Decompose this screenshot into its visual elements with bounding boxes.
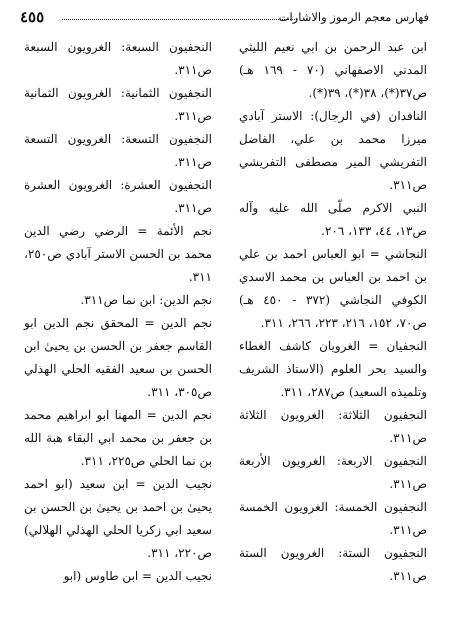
index-entry: النجفيون الستة: الغرويون الستة ص٣١١. [239,546,427,583]
index-entry: النجفيون الخمسة: الغرويون الخمسة ص٣١١. [239,500,427,537]
index-entry: النجفيون التسعة: الغرويون التسعة ص٣١١. [24,132,212,169]
index-entry: النجفيون الثمانية: الغرويون الثمانية ص٣١١. [24,86,212,123]
right-column [239,36,427,588]
page-header [20,8,429,30]
index-entry: النجفيون السبعة: الغرويون السبعة ص٣١١. [24,40,212,77]
index-entry: نجيب الدين = ابن طاوس (ابو [63,569,212,583]
index-entry: نجم الدين: ابن نما ص٣١١. [80,293,212,307]
index-entry: نجم الأئمة = الرضي رضي الدين محمد بن الحسن الاستر آبادي ص٢٥٠، ٣١١. [24,224,212,284]
index-entry: النبي الاكرم صلّى الله عليه وآله ص١٣، ٤٤، ١٣٣، ٢٠٦. [239,201,427,238]
index-entry: نجم الدين = المحقق نجم الدين ابو القاسم جعفر بن الحسن بن يحيىٰ ابن الحسن بن سعيد الفقيه الحلي الهذلي ص٣٠٥، ٣١١. [24,316,212,399]
index-entry: النجاشي = ابو العباس احمد بن علي بن احمد بن العباس بن محمد الاسدي الكوفي النجاشي (٣٧٢ - ٤٥٠ هـ) ص٧٠، ١٥٢، ٢١٦، ٢٢٣، ٢٦٦، ٣١١. [239,247,428,330]
index-entry: النجفيون العشرة: الغرويون العشرة ص٣١١. [24,178,212,215]
index-entry: النافدان (في الرجال): الاستر آبادي ميرزا محمد بن علي، الفاضل التفريشي المير مصطفى التفريشي ص٣١١. [239,109,427,192]
index-entry: نجيب الدين = ابن سعيد (ابو احمد يحيىٰ بن احمد بن يحيىٰ بن الحسن بن سعيد ابي زكريا الحلي الهذلي الهلالي) ص٢٢٠، ٣١١. [24,477,212,560]
index-entry: النجفيون الثلاثة: الغرويون الثلاثة ص٣١١. [239,408,427,445]
page-number: ٤٥٥ [20,8,45,26]
running-title: فهارس معجم الرموز والاشارات [278,10,429,24]
left-column [24,36,212,588]
index-entry: النجفيان = الغرويان كاشف الغطاء والسيد بحر العلوم (الاستاذ الشريف وتلميذه السعيد) ص٢٨٧، ٣١١. [239,339,427,399]
index-entry: ابن عبد الرحمن بن ابي نعيم الليثي المدني الاصفهاني (٧٠ - ١٦٩ هـ) ص٣٧(*)، ٣٨(*)، ٣٩(*). [239,40,427,100]
header-leader-dots [62,19,297,20]
index-entry: النجفيون الاربعة: الغرويون الأربعة ص٣١١. [239,454,427,491]
index-entry: نجم الدين = المهنا ابو ابراهيم محمد بن جعفر بن محمد ابي البقاء هبة الله بن نما الحلي ص٢٢٥، ٣١١. [24,408,212,468]
